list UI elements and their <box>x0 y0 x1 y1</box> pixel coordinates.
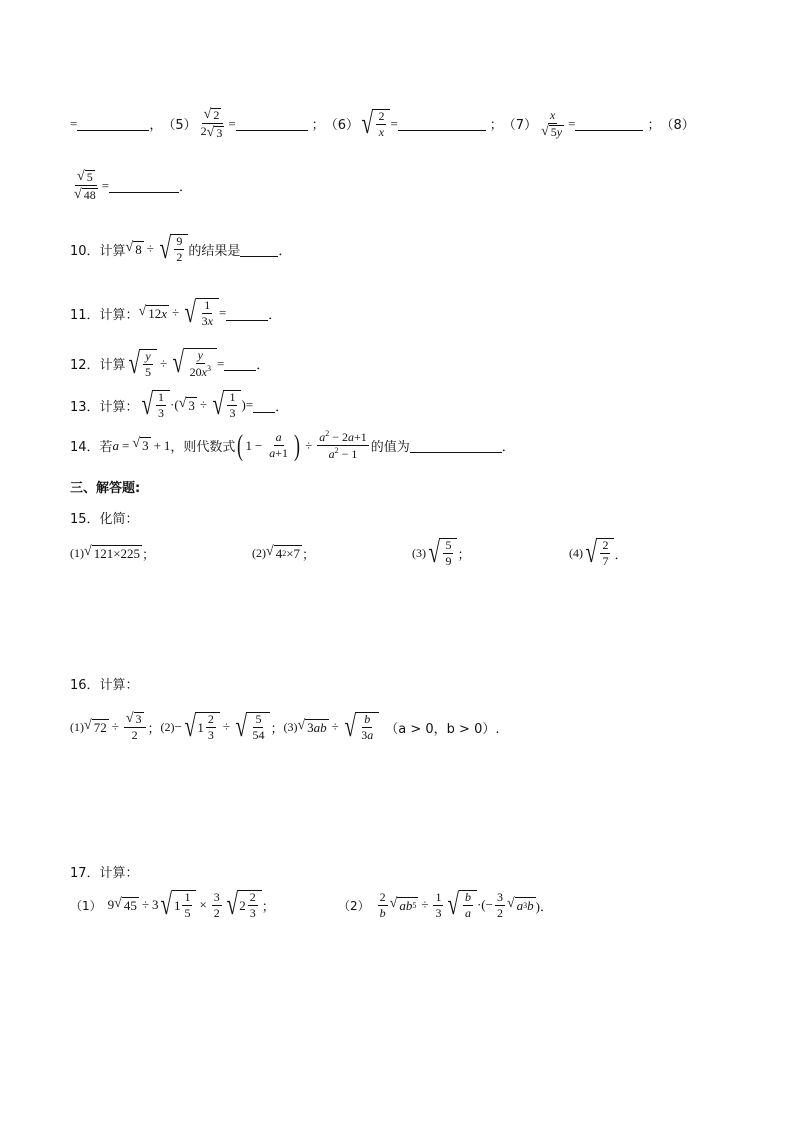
radical: √ $\frac{2}{x}$ <box>359 109 390 139</box>
part-2: (2) √ 4 2 ×7 ； <box>252 543 316 563</box>
answer-blank[interactable] <box>575 116 643 131</box>
answer-blank[interactable] <box>77 116 149 131</box>
part-4: (4) √ $\frac{2}{7}$ ． <box>569 536 628 569</box>
fill-line-8-cont: √ 5 √ 48 = ． <box>74 169 193 202</box>
question-10: 10．计算 √ 8 ÷ √ $\frac{9}{2}$ 的结果是 ． <box>70 232 292 265</box>
answer-blank[interactable] <box>226 306 268 321</box>
part-2: （2） $\frac{2}{b}$ √ ab 5 ÷ $\frac{1}{3}$ √ $\frac{b}{a}$ ·(− $\frac{3}{2}$ √ a 3 b )． <box>338 888 553 921</box>
answer-blank[interactable] <box>236 116 308 131</box>
answer-blank[interactable] <box>109 178 179 193</box>
fraction: √ 2 2 √ 3 <box>200 107 223 140</box>
fill-line-5-8: = ， （5） √ 2 2 √ 3 = ； （6） √ $\frac{2}{x}$ = ； （7） x √ 5 y = ； （8） <box>70 106 695 140</box>
question-15-label: 15．化简： <box>70 512 139 527</box>
part-3: (3) √ $\frac{5}{9}$ ； <box>412 536 471 569</box>
question-16-label: 16．计算： <box>70 678 139 693</box>
answer-blank[interactable] <box>253 398 275 413</box>
question-13: 13．计算： √ $\frac{1}{3}$ ·( √ 3 ÷ √ $\frac{1}{3}$ )= ． <box>70 388 289 421</box>
question-14: 14．若 a = √ 3 + 1 ，则代数式 ( 1 − $\frac{a}{a+1}$ ) ÷ $\frac{a^2 - 2a+1}{a^2 - 1}$ 的值为 ． <box>70 428 515 462</box>
question-17-label: 17．计算： <box>70 866 139 881</box>
question-17-parts <box>70 890 553 920</box>
part-1: (1) √ 121×225 ； <box>70 543 156 563</box>
item-8-label: （8） <box>660 118 695 134</box>
fraction: √ 5 √ 48 <box>74 169 96 202</box>
fraction: x √ 5 y <box>541 107 563 139</box>
answer-blank[interactable] <box>224 356 256 371</box>
item-7-label: （7） <box>502 118 538 134</box>
item-6-label: （6） <box>324 118 359 134</box>
section-title: 三、解答题: <box>70 481 141 496</box>
answer-blank[interactable] <box>410 438 502 453</box>
question-16-parts: (1) √ 72 ÷ √ 3 2 ； (2) − √ 1 $\frac{2}{3}$ ÷ √ $\frac{5}{54}$ ； (3) √ 3 ab ÷ √ $\frac{b}{3a}$ （a > 0，b > 0）. <box>70 710 500 744</box>
part-1: （1） 9 √ 45 ÷ 3 √ 1 $\frac{1}{5}$ × $\frac{3}{2}$ √ 2 $\frac{2}{3}$ ； <box>70 888 275 921</box>
question-12: 12．计算 √ $\frac{y}{5}$ ÷ √ $\frac{y}{20x^3}$ = ． <box>70 346 270 380</box>
answer-blank[interactable] <box>240 242 278 257</box>
answer-blank[interactable] <box>398 116 486 131</box>
question-11: 11．计算： √ 12 x ÷ √ $\frac{1}{3x}$ = ． <box>70 296 282 329</box>
item-5-label: （5） <box>162 118 197 134</box>
question-15-parts <box>70 538 627 568</box>
